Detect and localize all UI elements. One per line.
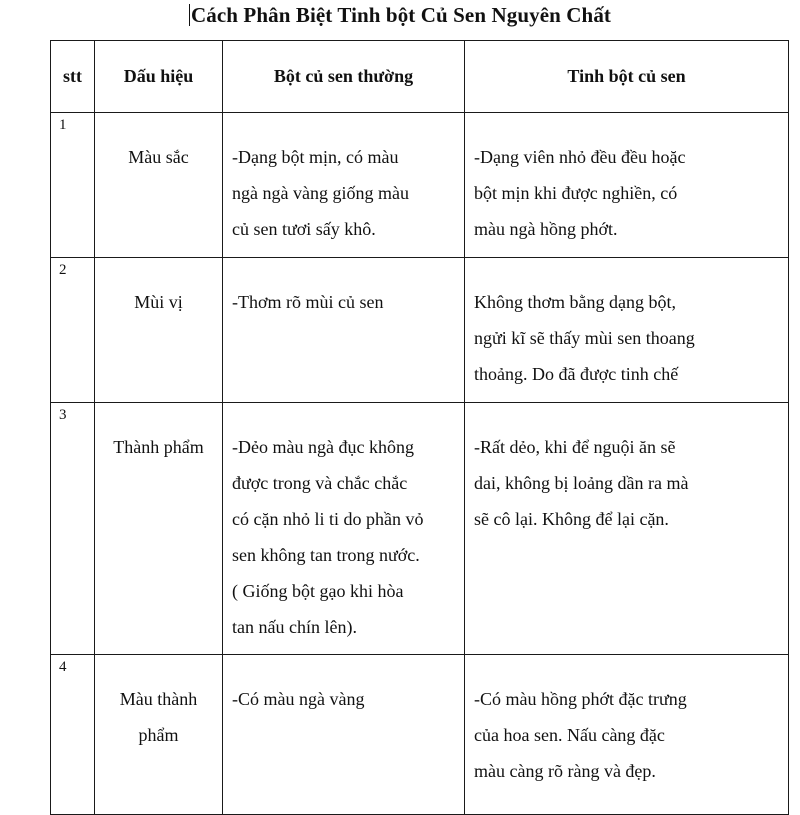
pure-text: màu ngà hồng phớt. <box>474 219 618 239</box>
pure-text: -Có màu hồng phớt đặc trưng <box>474 689 687 709</box>
pure-text: sẽ cô lại. Không để lại cặn. <box>474 509 669 529</box>
sign-text: Thành phẩm <box>113 437 204 457</box>
pure-text: dai, không bị loảng dần ra mà <box>474 473 689 493</box>
sign-cell <box>95 403 223 655</box>
table-row <box>51 258 789 403</box>
document-title <box>0 0 800 34</box>
normal-text: -Thơm rõ mùi củ sen <box>232 292 384 312</box>
pure-text: -Rất dẻo, khi để nguội ăn sẽ <box>474 437 676 457</box>
title-text: Cách Phân Biệt Tinh bột Củ Sen Nguyên Chất <box>190 3 612 27</box>
row-number: 1 <box>51 113 95 258</box>
pure-text: thoảng. Do đã được tinh chế <box>474 364 679 384</box>
sign-cell <box>95 113 223 258</box>
sign-cell <box>95 655 223 815</box>
table-row <box>51 403 789 655</box>
sign-text: Mùi vị <box>134 292 183 312</box>
pure-text: ngửi kĩ sẽ thấy mùi sen thoang <box>474 328 695 348</box>
sign-cell <box>95 258 223 403</box>
normal-text: củ sen tươi sấy khô. <box>232 219 376 239</box>
comparison-table <box>50 40 789 815</box>
normal-cell <box>223 655 465 815</box>
normal-text: ( Giống bột gạo khi hòa <box>232 581 404 601</box>
header-sign: Dấu hiệu <box>95 41 223 113</box>
normal-text: -Dạng bột mịn, có màu <box>232 147 399 167</box>
pure-text: -Dạng viên nhỏ đều đều hoặc <box>474 147 686 167</box>
pure-cell <box>465 113 789 258</box>
normal-text: tan nấu chín lên). <box>232 617 357 637</box>
sign-text: Màu thành <box>119 689 198 709</box>
row-number: 4 <box>51 655 95 815</box>
table-header-row <box>51 41 789 113</box>
pure-cell <box>465 655 789 815</box>
normal-text: được trong và chắc chắc <box>232 473 408 493</box>
text-cursor <box>189 4 190 26</box>
pure-text: của hoa sen. Nấu càng đặc <box>474 725 665 745</box>
normal-text: có cặn nhỏ li ti do phần vỏ <box>232 509 424 529</box>
normal-text: sen không tan trong nước. <box>232 545 420 565</box>
row-number: 2 <box>51 258 95 403</box>
normal-cell <box>223 403 465 655</box>
pure-text: bột mịn khi được nghiền, có <box>474 183 678 203</box>
sign-text: Màu sắc <box>128 147 189 167</box>
pure-cell <box>465 258 789 403</box>
normal-text: ngà ngà vàng giống màu <box>232 183 409 203</box>
pure-text: màu càng rõ ràng và đẹp. <box>474 761 656 781</box>
normal-text: -Có màu ngà vàng <box>232 689 365 709</box>
normal-cell <box>223 258 465 403</box>
normal-text: -Dẻo màu ngà đục không <box>232 437 414 457</box>
sign-text: phẩm <box>138 725 179 745</box>
pure-text: Không thơm bằng dạng bột, <box>474 292 676 312</box>
header-normal: Bột củ sen thường <box>223 41 465 113</box>
header-stt: stt <box>51 41 95 113</box>
row-number: 3 <box>51 403 95 655</box>
header-pure: Tinh bột củ sen <box>465 41 789 113</box>
normal-cell <box>223 113 465 258</box>
table-row <box>51 655 789 815</box>
pure-cell <box>465 403 789 655</box>
table-row <box>51 113 789 258</box>
